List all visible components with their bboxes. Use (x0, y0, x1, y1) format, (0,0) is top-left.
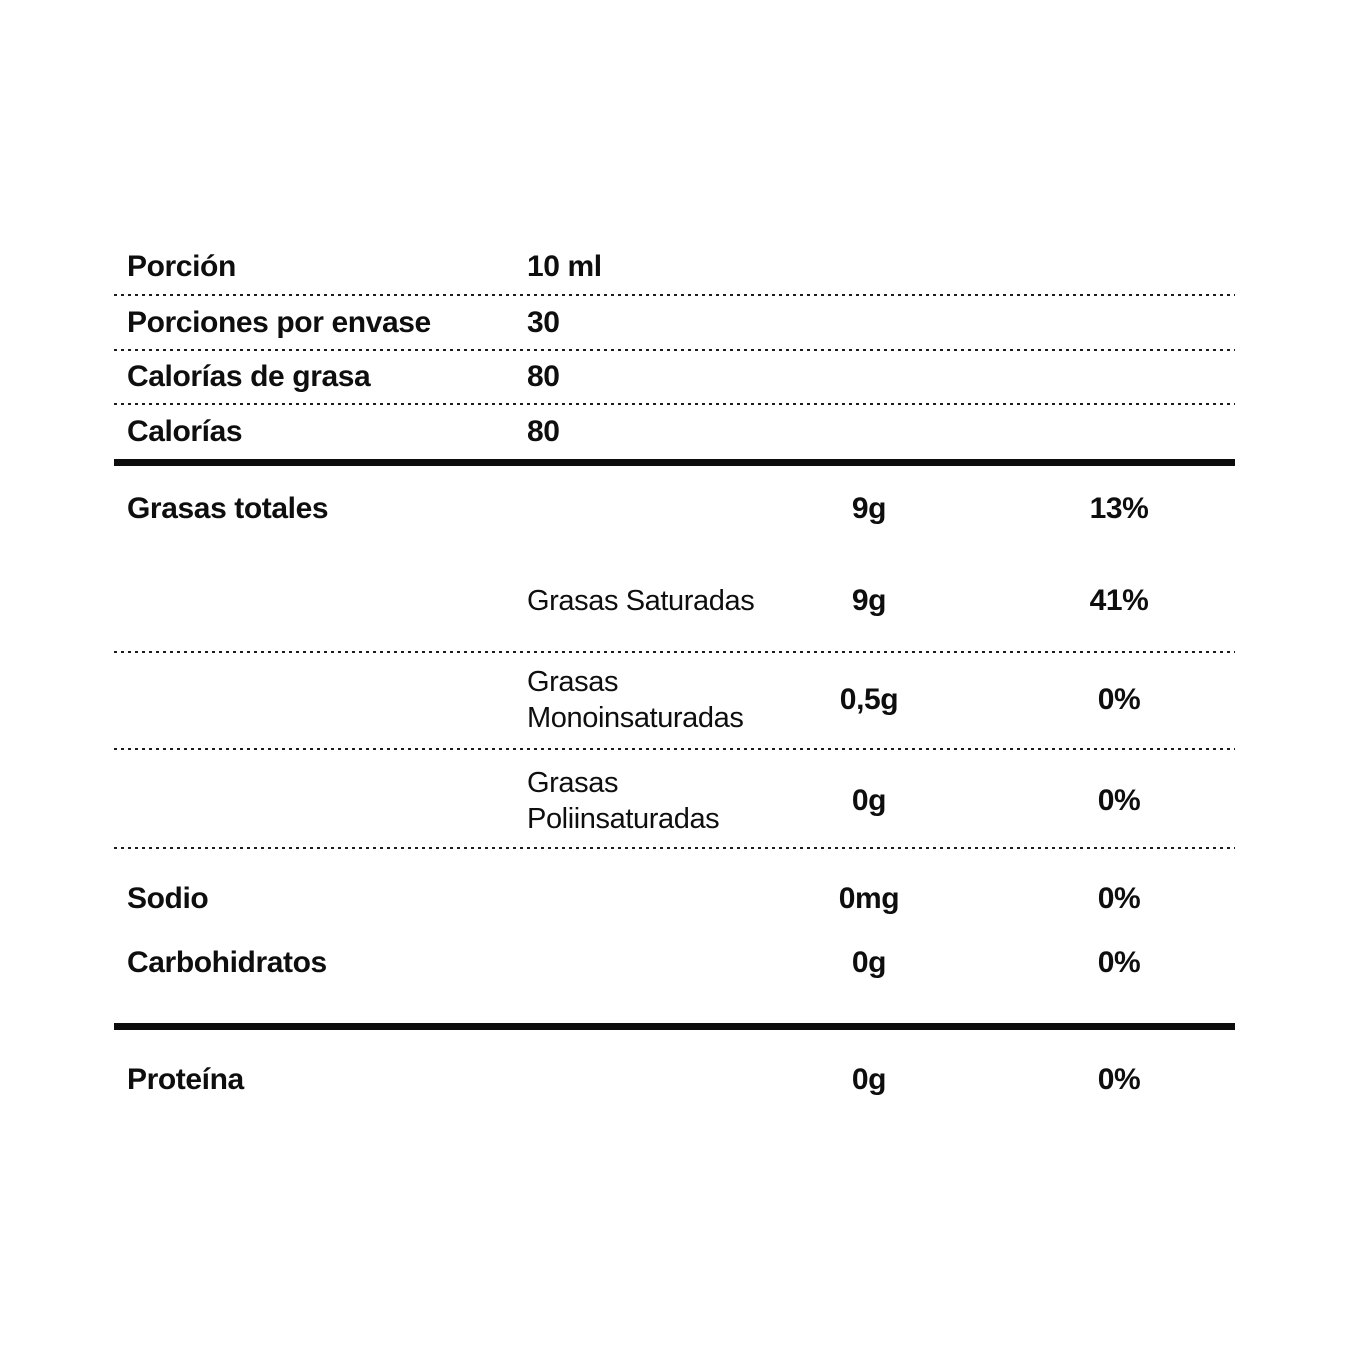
row-amount: 9g (851, 584, 887, 617)
row-label: Porción (127, 250, 236, 283)
table-row-proteina (114, 1053, 1235, 1107)
row-amount: 0g (851, 784, 887, 817)
thick-rule (114, 1023, 1235, 1030)
row-value: 80 (527, 414, 560, 448)
row-label: Calorías (127, 414, 243, 448)
table-row-porcion (114, 240, 1235, 294)
row-label: Grasas totales (127, 492, 329, 525)
row-label: Porciones por envase (127, 305, 431, 339)
table-row-calorias (114, 405, 1235, 458)
row-daily-value: 41% (1089, 584, 1149, 617)
row-sublabel: Grasas Poliinsaturadas (527, 767, 720, 835)
row-daily-value: 0% (1097, 882, 1141, 915)
table-row-grasas-poliinsaturadas (114, 765, 1235, 837)
dotted-divider (114, 847, 1235, 849)
nutrition-table (114, 0, 1235, 1349)
row-value: 10 ml (527, 250, 602, 283)
table-row-calorias-grasa (114, 351, 1235, 403)
row-label: Calorías de grasa (127, 360, 371, 393)
row-daily-value: 0% (1097, 683, 1141, 716)
row-label: Sodio (127, 882, 209, 915)
row-amount: 0,5g (839, 683, 899, 716)
dotted-divider (114, 748, 1235, 750)
table-row-grasas-totales (114, 482, 1235, 536)
table-row-porciones-envase (114, 296, 1235, 349)
row-sublabel: Grasas Monoinsaturadas (527, 666, 744, 734)
row-label: Carbohidratos (127, 946, 327, 979)
row-amount: 0g (851, 1063, 887, 1096)
row-daily-value: 0% (1097, 946, 1141, 979)
row-daily-value: 13% (1089, 492, 1149, 525)
row-daily-value: 0% (1097, 784, 1141, 817)
dotted-divider (114, 651, 1235, 653)
table-row-carbohidratos (114, 936, 1235, 990)
row-value: 30 (527, 305, 560, 339)
row-sublabel: Grasas Saturadas (527, 585, 755, 617)
row-label: Proteína (127, 1063, 244, 1096)
thick-rule (114, 459, 1235, 466)
row-daily-value: 0% (1097, 1063, 1141, 1096)
row-amount: 9g (851, 492, 887, 525)
row-amount: 0g (851, 946, 887, 979)
table-row-grasas-saturadas (114, 565, 1235, 637)
table-row-grasas-monoinsaturadas (114, 664, 1235, 736)
row-amount: 0mg (838, 882, 900, 915)
table-row-sodio (114, 872, 1235, 926)
row-value: 80 (527, 360, 560, 393)
